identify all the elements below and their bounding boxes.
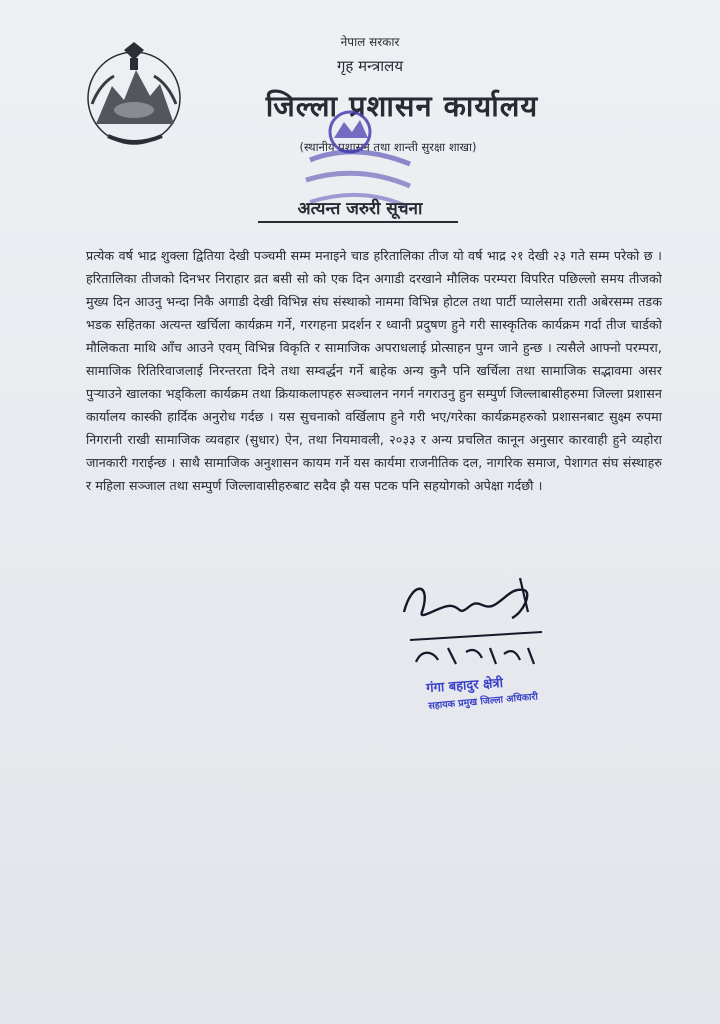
notice-title: अत्यन्त जरुरी सूचना [297,199,423,219]
signer-name: गंगा बहादुर क्षेत्री [425,675,504,697]
ministry-label: गृह मन्त्रालय [336,57,404,75]
handwritten-signature-icon [392,560,562,670]
signer-title: सहायक प्रमुख जिल्ला अधिकारी [427,691,539,712]
title-underline [258,221,458,223]
office-title: जिल्ला प्रशासन कार्यालय [265,89,539,123]
government-label: नेपाल सरकार [340,35,400,49]
branch-label: (स्थानीय प्रशासन तथा शान्ती सुरक्षा शाखा) [299,140,477,154]
notice-body: प्रत्येक वर्ष भाद्र शुक्ला द्वितिया देखी पञ्चमी सम्म मनाइने चाड हरितालिका तीज यो वर्ष भाद्र २१ देखी २३ गते सम्म परेको छ । हरितालिका तीजको दिनभर निराहार व्रत बसी सो को एक दिन अगाडी दरखाने मौलिक परम्परा विपरित पछिल्लो समय तीजको मुख्य दिन आउनु भन्दा निकै अगाडी देखी विभिन्न संघ संस्थाको नाममा विभिन्न होटल तथा पार्टी प्यालेसमा राती अबेरसम्म तडक भडक सहितका अत्यन्त खर्चिला कार्यक्रम गर्ने, गरगहना प्रदर्शन र ध्वानी प्रदुषण हुने गरी सास्कृतिक कार्यक्रम गर्दा तीज चार्डको मौलिकता माथि आँच आउने एवम् विभिन्न विकृति र सामाजिक अपराधलाई प्रोत्साहन पुग्न जाने हुन्छ । त्यसैले आफ्नो परम्परा, सामाजिक रितिरिवाजलाई निरन्तरता दिने तथा सम्वर्द्धन गर्ने बाहेक अन्य कुनै पनि खर्चिला तथा सामाजिक सद्भावमा असर पुऱ्याउने खालका भड्किला कार्यक्रम तथा क्रियाकलापहरु सञ्चालन नगर्न नगराउनु हुन सम्पुर्ण जिल्लाबासीहरुमा जिल्ला प्रशासन कार्यालय कास्की हार्दिक अनुरोध गर्दछ । यस सुचनाको वर्खिलाप हुने गरी भए/गरेका कार्यक्रमहरुको प्रशासनबाट सुक्ष्म रुपमा निगरानी राखी सामाजिक व्यवहार (सुधार) ऐन, तथा नियमावली, २०३३ र अन्य प्रचलित कानून अनुसार कारवाही हुने व्यहोरा जानकारी गराईन्छ । साथै सामाजिक अनुशासन कायम गर्ने यस कार्यमा राजनीतिक दल, नागरिक समाज, पेशागत संघ संस्थाहरु र महिला सञ्जाल तथा सम्पुर्ण जिल्लावासीहरुबाट सदैव झै यस पटक पनि सहयोगको अपेक्षा गर्दछौ । [86,248,662,493]
